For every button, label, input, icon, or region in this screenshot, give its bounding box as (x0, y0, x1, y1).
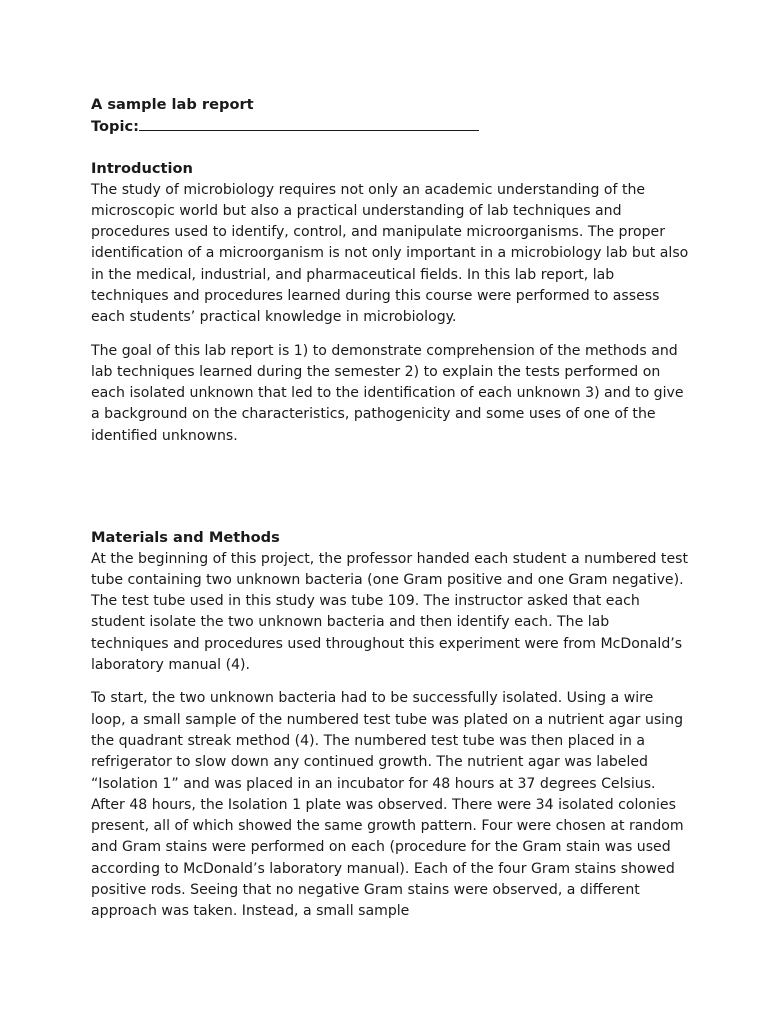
section-introduction (91, 158, 691, 447)
topic-blank-line (139, 116, 479, 131)
methods-paragraph-1: At the beginning of this project, the professor handed each student a numbered test tube containing two unknown bacteria (one Gram positive and one Gram negative). The test tube used in this study was tube 109. The instructor asked that each student isolate the two unknown bacteria and then identify each. The lab techniques and procedures used throughout this experiment were from McDonald’s laboratory manual (4). (91, 550, 688, 674)
topic-line (91, 116, 691, 138)
section-heading-introduction: Introduction (91, 160, 193, 177)
methods-paragraph-2: To start, the two unknown bacteria had to be successfully isolated. Using a wire loop, a small sample of the numbered test tube was plated on a nutrient agar using the quadrant streak method (4). The numbered test tube was then placed in a refrigerator to slow down any continued growth. The nutrient agar was labeled “Isolation 1” and was placed in an incubator for 48 hours at 37 degrees Celsius. After 48 hours, the Isolation 1 plate was observed. There were 34 isolated colonies present, all of which showed the same growth pattern. Four were chosen at random and Gram stains were performed on each (procedure for the Gram stain was used according to McDonald’s laboratory manual). Each of the four Gram stains showed positive rods. Seeing that no negative Gram stains were observed, a different approach was taken. Instead, a small sample (91, 690, 684, 920)
section-heading-materials-and-methods: Materials and Methods (91, 529, 280, 547)
section-materials-and-methods (91, 527, 691, 923)
document-title: A sample lab report (91, 96, 254, 113)
introduction-paragraph-2: The goal of this lab report is 1) to demonstrate comprehension of the methods and lab techniques learned during the semester 2) to explain the tests performed on each isolated unknown that led to the identification of each unknown 3) and to give a background on the characteristics, pathogenicity and some uses of one of the identified unknowns. (91, 342, 684, 444)
introduction-paragraph-1: The study of microbiology requires not only an academic understanding of the microscopic world but also a practical understanding of lab techniques and procedures used to identify, control, and manipulate microorganisms. The proper identification of a microorganism is not only important in a microbiology lab but also in the medical, industrial, and pharmaceutical fields. In this lab report, lab techniques and procedures learned during this course were performed to assess each students’ practical knowledge in microbiology. (91, 181, 689, 326)
topic-label: Topic: (91, 117, 139, 135)
document-page (91, 94, 691, 923)
